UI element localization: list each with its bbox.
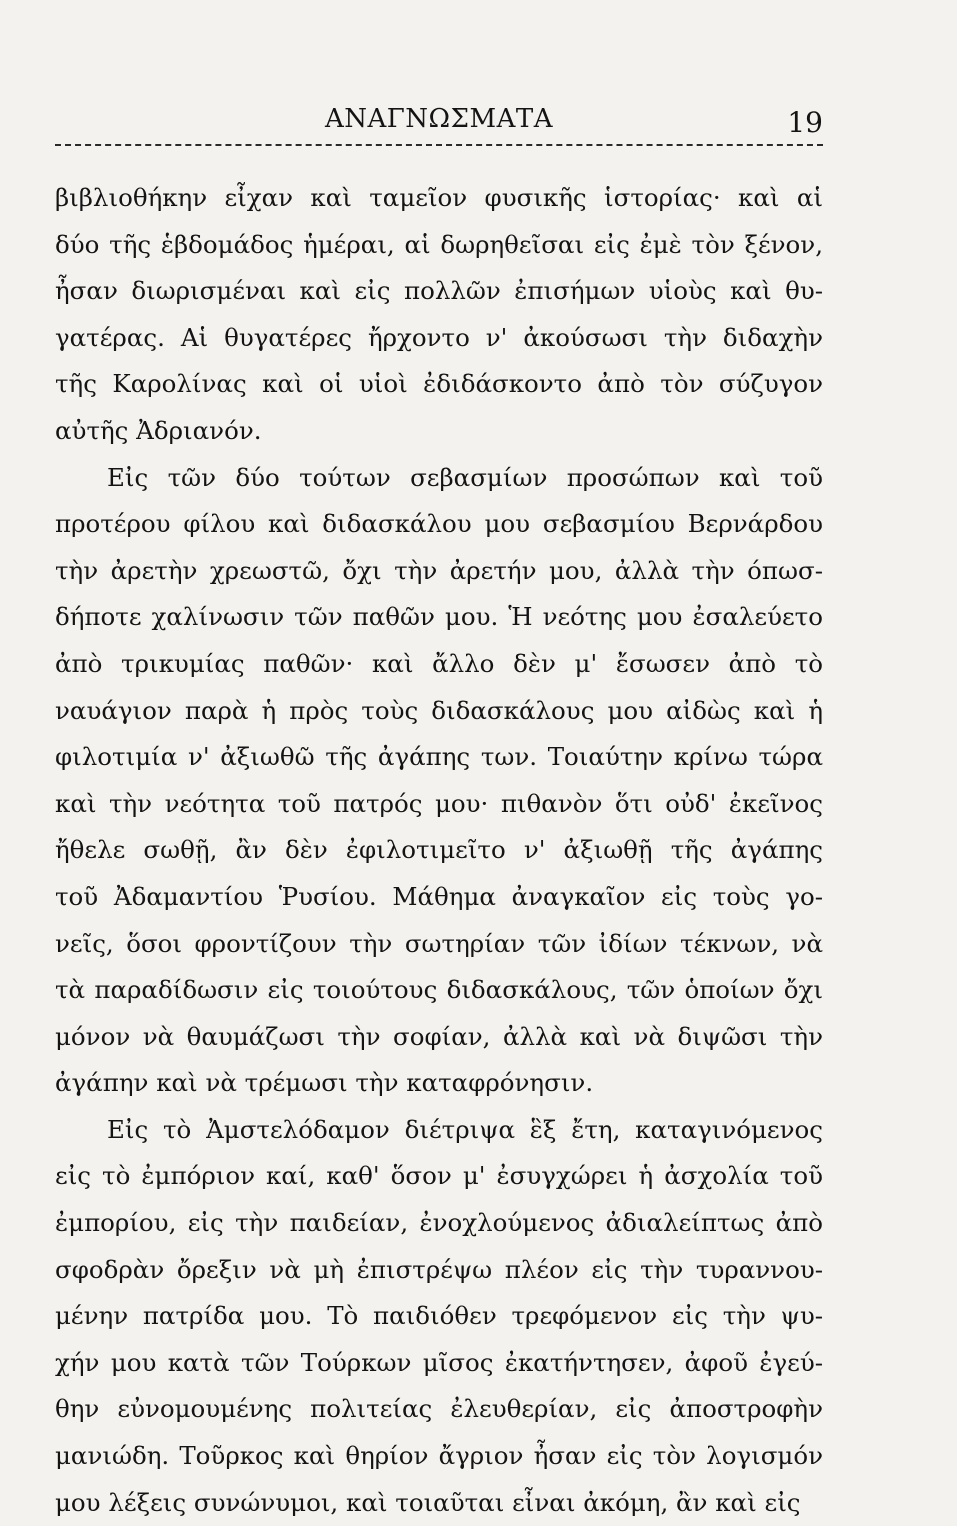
text-line: ἐμπορίου, εἰς τὴν παιδείαν, ἐνοχλούμενος ἀδιαλείπτως ἀπὸ — [55, 1208, 823, 1238]
text-line: τῆς Καρολίνας καὶ οἱ υἱοὶ ἐδιδάσκοντο ἀπὸ τὸν σύζυγον — [55, 369, 823, 399]
text-line: σφοδρὰν ὄρεξιν νὰ μὴ ἐπιστρέψω πλέον εἰς τὴν τυραννου- — [55, 1254, 823, 1284]
text-line: αὐτῆς Ἀδριανόν. — [55, 415, 262, 445]
text-line: μου λέξεις συνώνυμοι, καὶ τοιαῦται εἶναι ἀκόμη, ἂν καὶ εἰς — [55, 1487, 801, 1517]
text-line: ἀγάπην καὶ νὰ τρέμωσι τὴν καταφρόνησιν. — [55, 1068, 594, 1098]
text-line: ναυάγιον παρὰ ἡ πρὸς τοὺς διδασκάλους μου αἰδὼς καὶ ἡ — [55, 695, 823, 725]
text-line: γατέρας. Αἱ θυγατέρες ἤρχοντο ν' ἀκούσωσι τὴν διδαχὴν — [55, 322, 823, 352]
text-line: ἤθελε σωθῇ, ἂν δὲν ἐφιλοτιμεῖτο ν' ἀξιωθῇ τῆς ἀγάπης — [55, 835, 823, 865]
text-line: βιβλιοθήκην εἶχαν καὶ ταμεῖον φυσικῆς ἱστορίας· καὶ αἱ — [55, 183, 823, 212]
text-line: τὴν ἀρετὴν χρεωστῶ, ὄχι τὴν ἀρετήν μου, ἀλλὰ τὴν όπωσ- — [55, 555, 823, 585]
running-title: ΑΝΑΓΝΩΣΜΑΤΑ — [324, 104, 554, 134]
text-line: ἀπὸ τρικυμίας παθῶν· καὶ ἄλλο δὲν μ' ἔσωσεν ἀπὸ τὸ — [55, 648, 823, 678]
page-number: 19 — [787, 106, 823, 139]
text-line: δύο τῆς ἑβδομάδος ἡμέραι, αἱ δωρηθεῖσαι εἰς ἐμὲ τὸν ξένον, — [55, 229, 823, 259]
text-line: ἦσαν διωρισμέναι καὶ εἰς πολλῶν ἐπισήμων υἱοὺς καὶ θυ- — [55, 276, 823, 306]
text-line: Εἰς τῶν δύο τούτων σεβασμίων προσώπων καὶ τοῦ — [107, 462, 823, 492]
text-line: εἰς τὸ ἐμπόριον καί, καθ' ὅσον μ' ἐσυγχώρει ἡ ἀσχολία τοῦ — [55, 1161, 823, 1191]
text-line: χήν μου κατὰ τῶν Τούρκων μῖσος ἐκατήντησεν, ἀφοῦ ἐγεύ- — [55, 1347, 823, 1377]
text-line: μανιώδη. Τοῦρκος καὶ θηρίον ἄγριον ἦσαν εἰς τὸν λογισμόν — [55, 1441, 823, 1471]
body-text — [55, 175, 823, 1526]
text-line: τὰ παραδίδωσιν εἰς τοιούτους διδασκάλους, τῶν ὁποίων ὄχι — [55, 975, 823, 1005]
text-line: δήποτε χαλίνωσιν τῶν παθῶν μου. Ἡ νεότης μου ἐσαλεύετο — [55, 602, 823, 632]
text-line: μένην πατρίδα μου. Τὸ παιδιόθεν τρεφόμενον εἰς τὴν ψυ- — [55, 1301, 823, 1331]
text-line: φιλοτιμία ν' ἀξιωθῶ τῆς ἀγάπης των. Τοιαύτην κρίνω τώρα — [55, 742, 823, 772]
running-header — [55, 100, 823, 146]
text-line: θην εὐνομουμένης πολιτείας ἐλευθερίαν, εἰς ἀποστροφὴν — [55, 1394, 823, 1424]
text-line: Εἰς τὸ Ἀμστελόδαμον διέτριψα ἓξ ἔτη, καταγινόμενος — [107, 1114, 823, 1144]
text-line: τοῦ Ἀδαμαντίου Ῥυσίου. Μάθημα ἀναγκαῖον εἰς τοὺς γο- — [55, 881, 823, 911]
text-line: νεῖς, ὅσοι φροντίζουν τὴν σωτηρίαν τῶν ἰδίων τέκνων, νὰ — [55, 928, 823, 958]
text-line: μόνον νὰ θαυμάζωσι τὴν σοφίαν, ἀλλὰ καὶ νὰ διψῶσι τὴν — [55, 1021, 823, 1051]
text-line: καὶ τὴν νεότητα τοῦ πατρός μου· πιθανὸν ὅτι οὐδ' ἐκεῖνος — [55, 788, 823, 818]
text-line: προτέρου φίλου καὶ διδασκάλου μου σεβασμίου Βερνάρδου — [55, 509, 823, 539]
